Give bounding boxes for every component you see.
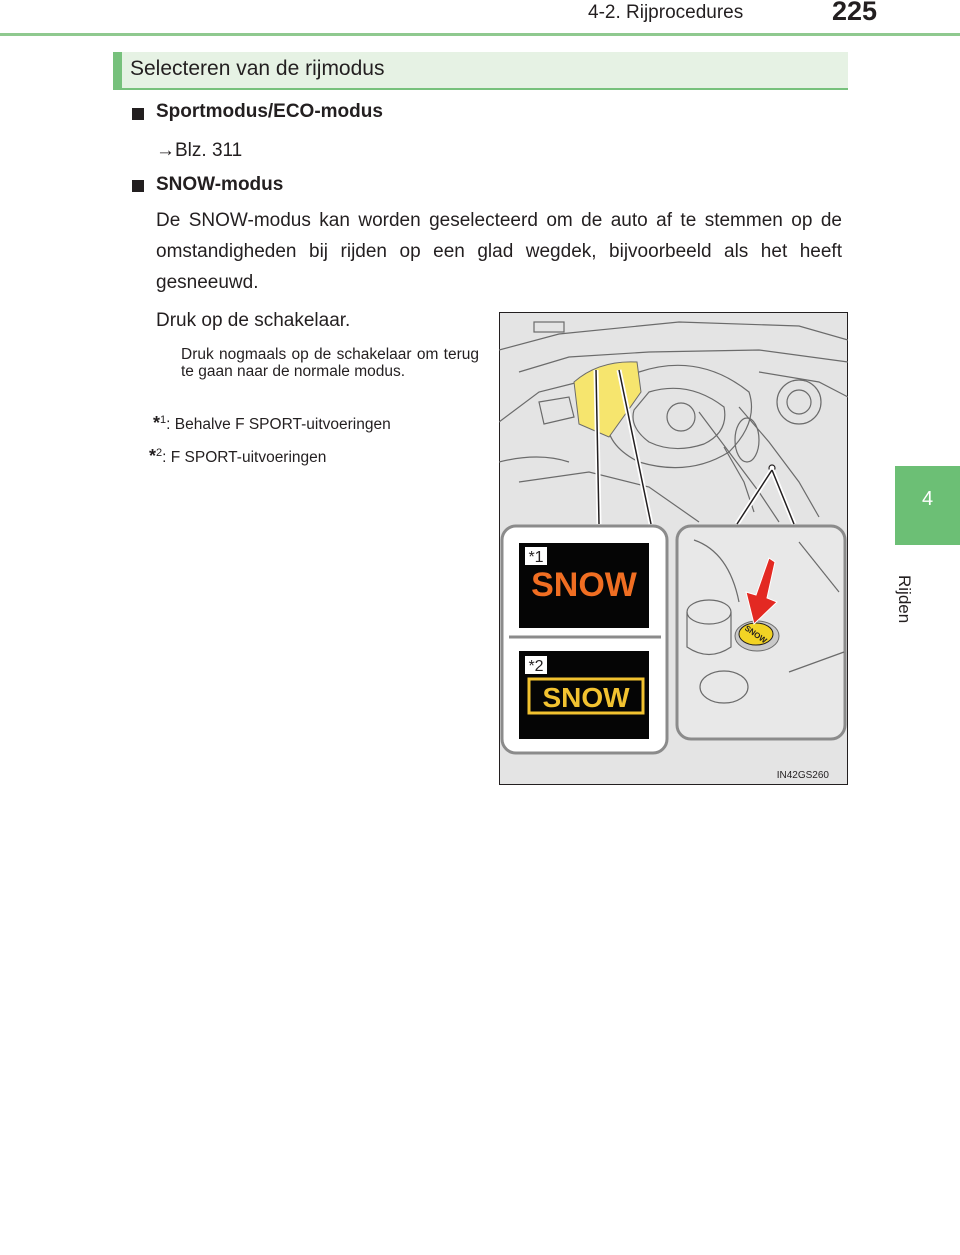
- section-title-rule: [113, 88, 848, 90]
- snow-switch-illustration: [499, 312, 848, 785]
- footnote-1: *$^1$: Behalve F SPORT-uitvoeringen: [153, 413, 391, 433]
- section-title: Selecteren van de rijmodus: [130, 57, 385, 80]
- snow-note: Druk nogmaals op de schakelaar om terug te gaan naar de normale modus.: [181, 346, 479, 380]
- heading-sport-eco: Sportmodus/ECO-modus: [156, 101, 383, 122]
- section-title-bar: [113, 52, 122, 88]
- snow-indicator-1: SNOW: [531, 566, 637, 604]
- snow-switch-label: SNOW: [742, 623, 769, 646]
- header-section: 4-2. Rijprocedures: [588, 2, 744, 23]
- chapter-label: [896, 575, 924, 625]
- page-reference: →Blz. 311: [156, 140, 243, 161]
- snow-instruction: Druk op de schakelaar.: [156, 310, 351, 331]
- heading-bullet: [132, 180, 144, 192]
- label-1: *1: [528, 549, 544, 566]
- chapter-number: 4: [921, 488, 934, 510]
- page-number: 225: [832, 0, 878, 26]
- snow-description: De SNOW-modus kan worden geselecteerd om de auto af te stemmen op de omstandigheden bij rijden op een glad wegdek, bijvoorbeeld als het heeft gesneeuwd.: [156, 210, 842, 293]
- footnote-2: *$^2$: F SPORT-uitvoeringen: [149, 446, 327, 466]
- label-2: *2: [528, 658, 544, 675]
- chapter-label-text: Rijden: [895, 575, 914, 624]
- snow-indicator-2: SNOW: [542, 682, 630, 713]
- header-rule: [0, 33, 960, 36]
- heading-bullet: [132, 108, 144, 120]
- illustration-code: IN42GS260: [776, 770, 829, 781]
- heading-snow: SNOW-modus: [156, 174, 284, 195]
